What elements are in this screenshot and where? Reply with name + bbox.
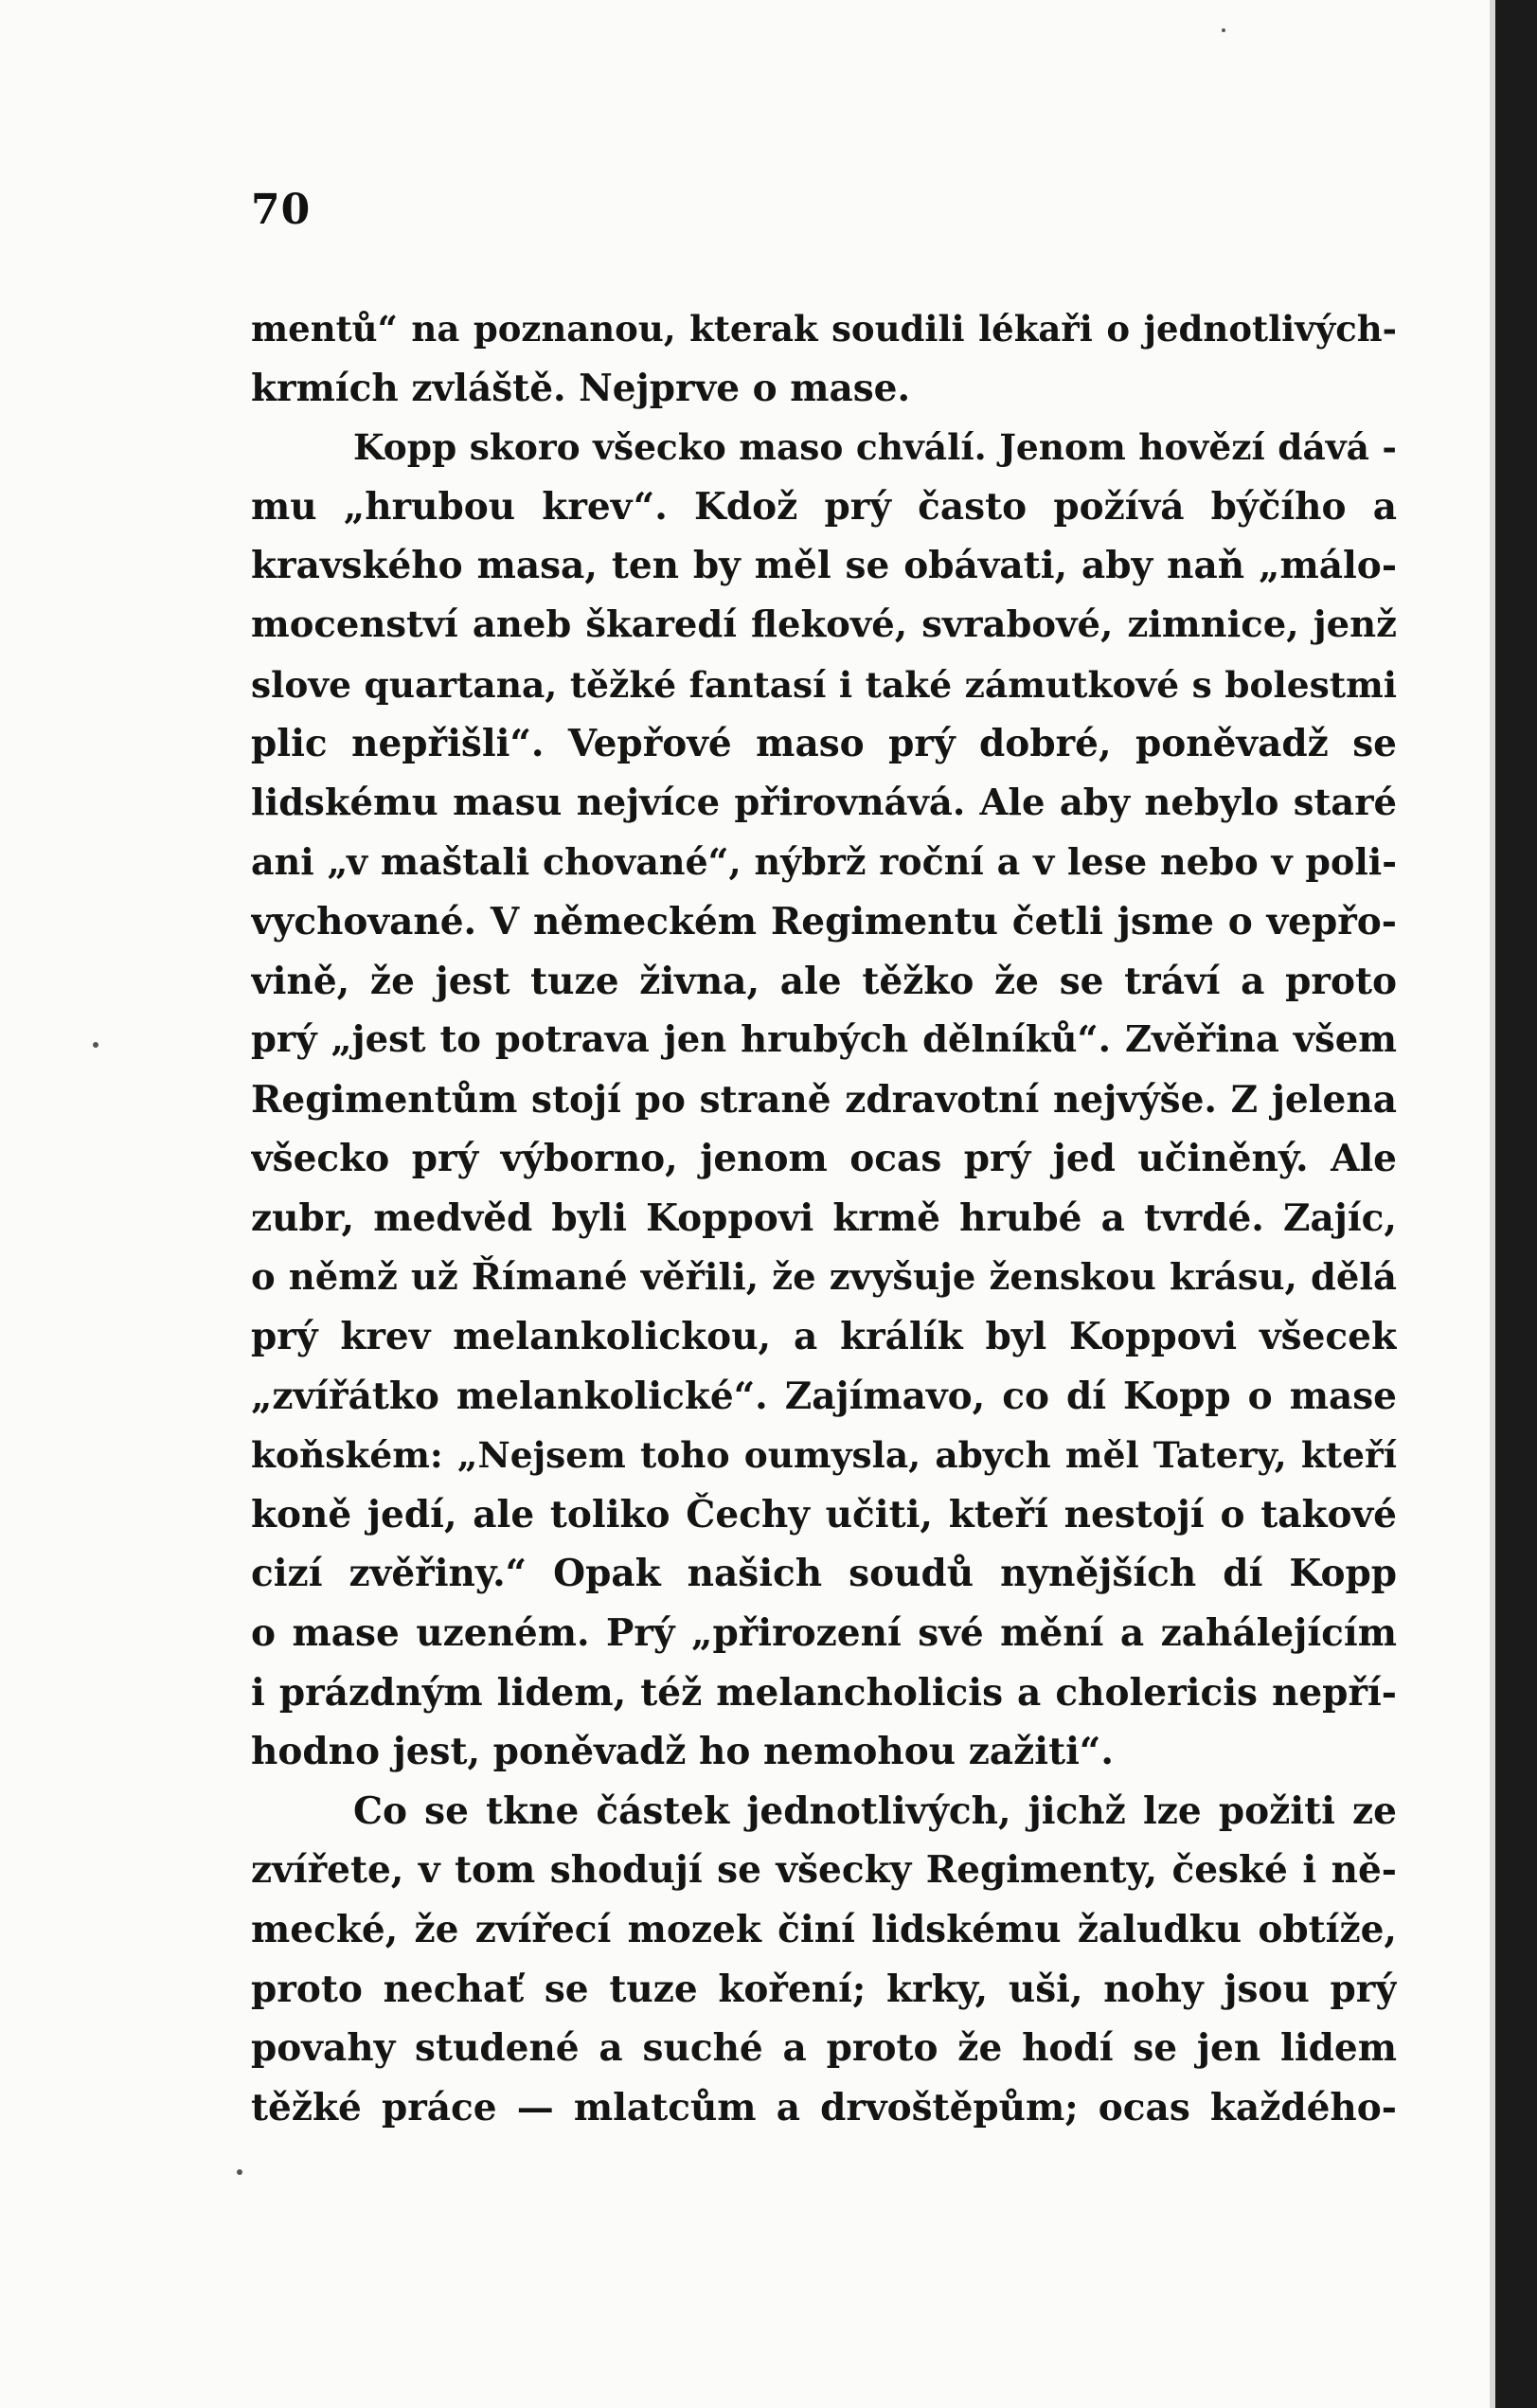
text-line: mentů“ na poznanou, kterak soudili lékaři o jednotlivých- xyxy=(251,308,1397,350)
text-line: koňském: „Nejsem toho oumysla, abych měl Tatery, kteří xyxy=(251,1434,1397,1477)
text-line: slove quartana, těžké fantasí i také zámutkové s bolestmi xyxy=(251,663,1397,706)
text-line: plic nepřišli“. Vepřové maso prý dobré, poněvadž se xyxy=(251,722,1397,766)
text-line: mecké, že zvířecí mozek činí lidskému žaludku obtíže, xyxy=(251,1908,1397,1952)
text-line: koně jedí, ale toliko Čechy učiti, kteří nestojí o takové xyxy=(251,1492,1397,1536)
text-line: zubr, medvěd byli Koppovi krmě hrubé a tvrdé. Zajíc, xyxy=(251,1195,1397,1240)
text-line: ani „v maštali chované“, nýbrž roční a v lese nebo v poli- xyxy=(251,840,1397,884)
text-line: i prázdným lidem, též melancholicis a cholericis nepří- xyxy=(251,1670,1397,1715)
text-line: prý krev melankolickou, a králík byl Koppovi všecek xyxy=(251,1315,1397,1359)
text-line: povahy studené a suché a proto že hodí se jen lidem xyxy=(251,2026,1397,2071)
text-line: vině, že jest tuze živna, ale těžko že se tráví a proto xyxy=(251,959,1397,1003)
text-line: lidskému masu nejvíce přirovnává. Ale aby nebylo staré xyxy=(251,781,1397,824)
text-line: „zvířátko melankolické“. Zajímavo, co dí Kopp o mase xyxy=(251,1374,1397,1418)
text-line: Kopp skoro všecko maso chválí. Jenom hovězí dává - xyxy=(353,426,1397,469)
text-line: mu „hrubou krev“. Kdož prý často požívá býčího a xyxy=(251,484,1397,529)
scan-border xyxy=(1495,0,1537,2408)
text-line: mocenství aneb škaredí flekové, svrabové, zimnice, jenž xyxy=(251,602,1397,646)
text-line: kravského masa, ten by měl se obávati, aby naň „málo- xyxy=(251,544,1397,588)
text-line: Co se tkne částek jednotlivých, jichž lze požiti ze xyxy=(353,1788,1397,1833)
body-text xyxy=(251,299,1397,2137)
text-line: hodno jest, poněvadž ho nemohou zažiti“. xyxy=(251,1730,1114,1774)
page-number: 70 xyxy=(251,186,312,234)
scan-speck xyxy=(1222,28,1225,32)
text-line: cizí zvěřiny.“ Opak našich soudů nynějších dí Kopp xyxy=(251,1552,1397,1596)
scan-speck xyxy=(237,2169,242,2175)
text-line: krmích zvláště. Nejprve o mase. xyxy=(251,366,911,410)
text-line: Regimentům stojí po straně zdravotní nejvýše. Z jelena xyxy=(251,1077,1397,1122)
text-line: zvířete, v tom shodují se všecky Regimenty, české i ně- xyxy=(251,1848,1397,1893)
text-line: proto nechať se tuze koření; krky, uši, nohy jsou prý xyxy=(251,1967,1397,2011)
text-line: o němž už Římané věřili, že zvyšuje ženskou krásu, dělá xyxy=(251,1255,1397,1299)
text-line: prý „jest to potrava jen hrubých dělníků“. Zvěřina všem xyxy=(251,1018,1397,1062)
text-line: všecko prý výborno, jenom ocas prý jed učiněný. Ale xyxy=(251,1137,1397,1181)
text-line: těžké práce — mlatcům a drvoštěpům; ocas každého- xyxy=(251,2085,1397,2129)
text-line: vychované. V německém Regimentu četli jsme o vepřo- xyxy=(251,899,1397,943)
text-line: o mase uzeném. Prý „přirození své mění a zahálejícím xyxy=(251,1611,1397,1656)
scan-speck xyxy=(93,1042,98,1048)
